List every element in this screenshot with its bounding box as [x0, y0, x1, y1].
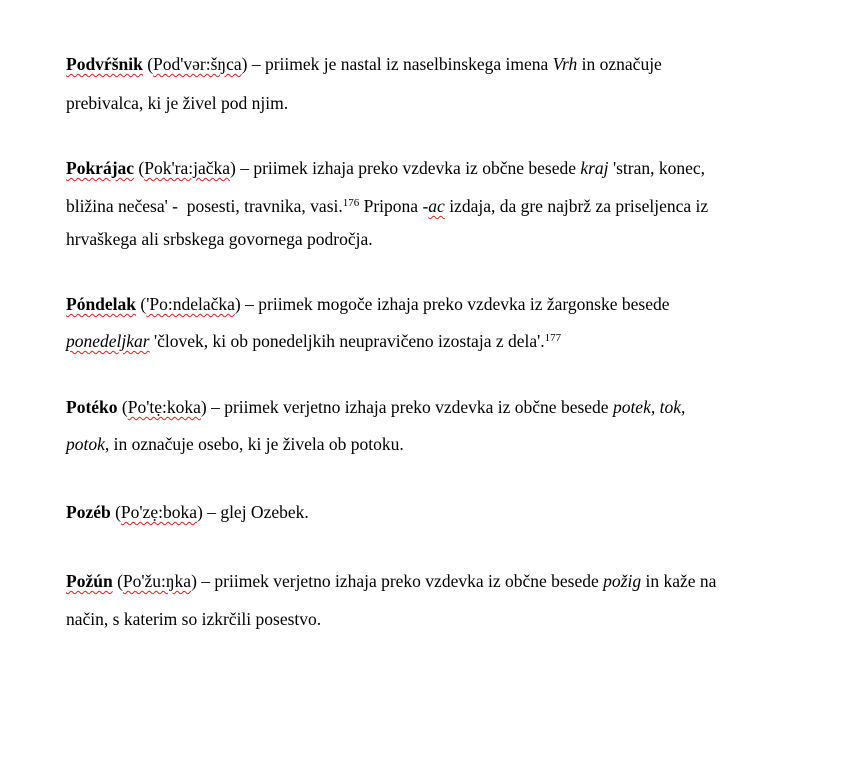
- definition-text: – priimek verjetno izhaja preko vzdevka iz občne besede: [196, 571, 604, 591]
- paren: (: [136, 294, 147, 314]
- paren: ): [241, 54, 248, 74]
- entry-pozeb-line-1: [66, 501, 309, 523]
- definition-text: prebivalca, ki je živel pod njim.: [66, 93, 289, 113]
- paren: (: [110, 502, 121, 522]
- entry-pondelak-line-2: [66, 330, 561, 352]
- italic-term: potok: [66, 434, 105, 454]
- footnote-ref[interactable]: 176: [342, 197, 360, 209]
- definition-text: – priimek izhaja preko vzdevka iz občne besede: [235, 158, 581, 178]
- italic-term: ponedeljkar: [66, 331, 150, 351]
- definition-text: 'človek, ki ob ponedeljkih neupravičeno izostaja z dela'.: [149, 331, 545, 351]
- paren: (: [142, 54, 154, 74]
- paren: (: [117, 397, 128, 417]
- italic-term: Vrh: [552, 54, 578, 74]
- italic-term: kraj: [580, 158, 609, 178]
- definition-text: hrvaškega ali srbskega govornega področja.: [66, 229, 373, 249]
- phonetic: Po'zẹ:boka: [120, 502, 197, 522]
- definition-text: 'stran, konec,: [608, 158, 706, 178]
- entry-podvrsnik-line-2: [66, 92, 288, 114]
- paren: (: [112, 571, 123, 591]
- paren: (: [134, 158, 145, 178]
- definition-text: – priimek je nastal iz naselbinskega imena: [247, 54, 553, 74]
- phonetic: Pod'vər:šŋca: [153, 54, 242, 74]
- entry-pokrajac-line-3: [66, 228, 373, 250]
- footnote-ref[interactable]: 177: [544, 332, 562, 344]
- definition-text: – glej Ozebek.: [202, 502, 309, 522]
- entry-poteko-line-1: [66, 396, 685, 418]
- headword: Podvŕšnik: [66, 54, 143, 74]
- definition-text: Pripona -: [359, 196, 429, 216]
- phonetic: 'Po:ndelačka: [146, 294, 235, 314]
- entry-pokrajac-line-1: [66, 157, 705, 179]
- phonetic: Pok'ra:jačka: [144, 158, 231, 178]
- paren: ): [200, 397, 207, 417]
- headword: Potéko: [66, 397, 118, 417]
- italic-term: požig: [603, 571, 642, 591]
- definition-text: – priimek mogoče izhaja preko vzdevka iz žargonske besede: [240, 294, 670, 314]
- definition-text: – priimek verjetno izhaja preko vzdevka iz občne besede: [206, 397, 613, 417]
- paren: ): [196, 502, 203, 522]
- paren: ): [191, 571, 197, 591]
- entry-pozun-line-2: [66, 608, 321, 630]
- definition-text: in označuje: [577, 54, 662, 74]
- headword: Pokrájac: [66, 158, 135, 178]
- paren: ): [234, 294, 241, 314]
- entry-poteko-line-2: [66, 433, 404, 455]
- definition-text: način, s katerim so izkrčili posestvo.: [66, 609, 322, 629]
- definition-text: izdaja, da gre najbrž za priseljenca iz: [444, 196, 709, 216]
- entry-podvrsnik-line-1: [66, 53, 662, 75]
- headword: Póndelak: [66, 294, 137, 314]
- entry-pondelak-line-1: [66, 293, 670, 315]
- phonetic: Po'žu:ŋka: [122, 571, 192, 591]
- phonetic: Po'tẹ:koka: [127, 397, 201, 417]
- headword: Požún: [66, 571, 113, 591]
- entry-pokrajac-line-2: [66, 195, 708, 217]
- paren: ): [230, 158, 236, 178]
- headword: Pozéb: [66, 502, 111, 522]
- suffix-term: ac: [428, 196, 445, 216]
- definition-text: bližina nečesa' - posesti, travnika, vasi.: [66, 196, 343, 216]
- definition-text: , in označuje osebo, ki je živela ob potoku.: [104, 434, 404, 454]
- italic-term: potek, tok,: [612, 397, 686, 417]
- definition-text: in kaže na: [641, 571, 717, 591]
- entry-pozun-line-1: [66, 570, 716, 592]
